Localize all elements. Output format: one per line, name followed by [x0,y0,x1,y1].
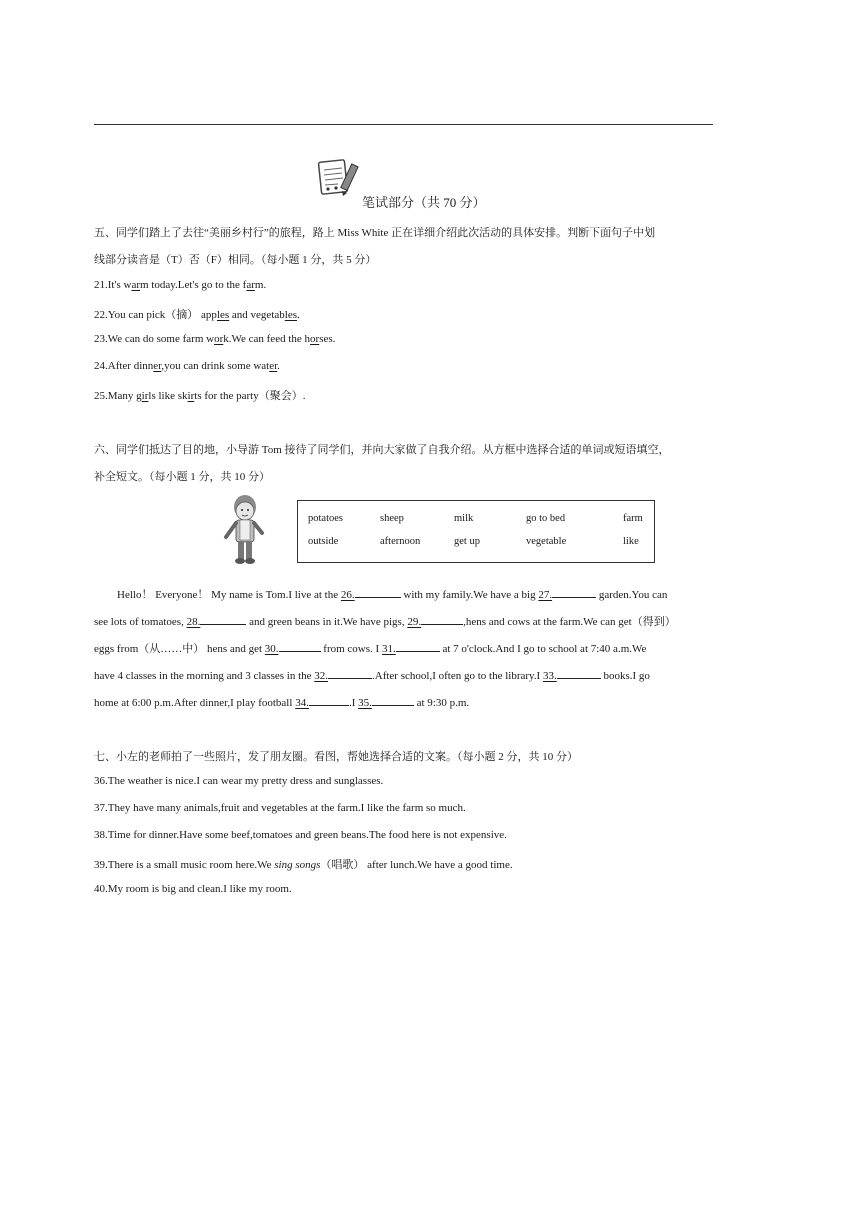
word-option: get up [454,536,480,547]
word-option: go to bed [526,513,566,524]
blank-26-line [355,586,401,598]
word-option: potatoes [308,513,343,524]
blank-32: 32. [314,670,329,682]
part6-instruction-line2: 补全短文。（每小题 1 分，共 10 分） [94,471,270,483]
word-option: sheep [380,513,404,524]
blank-33-line [557,667,601,679]
question-40: 40.My room is big and clean.I like my room. [94,883,292,895]
word-option: like [623,536,639,547]
blank-30: 30. [264,643,279,655]
blank-32-line [328,667,372,679]
blank-34-line [309,694,349,706]
question-37: 37.They have many animals,fruit and vegetables at the farm.I like the farm so much. [94,802,466,814]
part7-instruction: 七、小左的老师拍了一些照片，发了朋友圈。看图，帮她选择合适的文案。（每小题 2 分，共 10 分） [94,751,578,763]
word-option: afternoon [380,536,421,547]
passage-line-4: have 4 classes in the morning and 3 classes in the 32. .After school,I often go to the library.I 33. books.I go [94,667,650,682]
passage-line-2: see lots of tomatoes, 28. and green beans in it.We have pigs, 29. ,hens and cows at the farm.We can get（得到） [94,613,676,629]
blank-29-line [421,613,463,625]
notepad-pencil-icon [316,158,360,198]
part6-instruction-line1: 六、同学们抵达了目的地，小导游 Tom 接待了同学们，并向大家做了自我介绍。从方框中选择合适的单词或短语填空， [94,444,670,456]
blank-33: 33. [542,670,557,682]
part5-instruction-line1: 五、同学们踏上了去往“美丽乡村行”的旅程，路上 Miss White 正在详细介绍此次活动的具体安排。判断下面句子中划 [94,227,656,239]
blank-35: 35. [358,697,372,709]
question-24: 24.After dinner,you can drink some water. [94,360,280,372]
part5-instruction-line2: 线部分读音是（T）否（F）相同。（每小题 1 分，共 5 分） [94,254,377,266]
word-option: milk [454,513,474,524]
blank-31: 31. [381,643,396,655]
passage-line-3: eggs from（从……中） hens and get 30. from cows. I 31. at 7 o'clock.And I go to school at 7:40 a.m.We [94,640,646,656]
passage-line-1: Hello！ Everyone！ My name is Tom.I live at the 26. with my family.We have a big 27. garden.You can [117,586,667,602]
word-option: farm [623,513,643,524]
question-39: 39.There is a small music room here.We sing songs（唱歌） after lunch.We have a good time. [94,859,513,871]
passage-line-5: home at 6:00 p.m.After dinner,I play football 34. .I 35. at 9:30 p.m. [94,694,469,709]
blank-27: 27. [538,589,553,601]
question-36: 36.The weather is nice.I can wear my pretty dress and sunglasses. [94,775,384,787]
blank-26: 26. [340,589,355,601]
question-38: 38.Time for dinner.Have some beef,tomatoes and green beans.The food here is not expensive. [94,829,507,841]
word-option: vegetable [526,536,567,547]
word-box [297,500,655,563]
cartoon-boy-icon [218,493,270,569]
blank-29: 29. [407,616,422,628]
blank-30-line [279,640,321,652]
blank-28: 28. [186,616,201,628]
question-21: 21.It's warm today.Let's go to the farm. [94,279,267,291]
blank-28-line [200,613,246,625]
question-25: 25.Many girls like skirts for the party（聚会）. [94,390,306,402]
blank-34: 34. [295,697,309,709]
blank-31-line [396,640,440,652]
header-rule [94,124,713,125]
word-option: outside [308,536,339,547]
blank-27-line [552,586,596,598]
question-23: 23.We can do some farm work.We can feed the horses. [94,333,336,345]
section-title: 笔试部分（共 70 分） [362,195,486,210]
blank-35-line [372,694,414,706]
question-22: 22.You can pick（摘） apples and vegetables. [94,309,300,321]
